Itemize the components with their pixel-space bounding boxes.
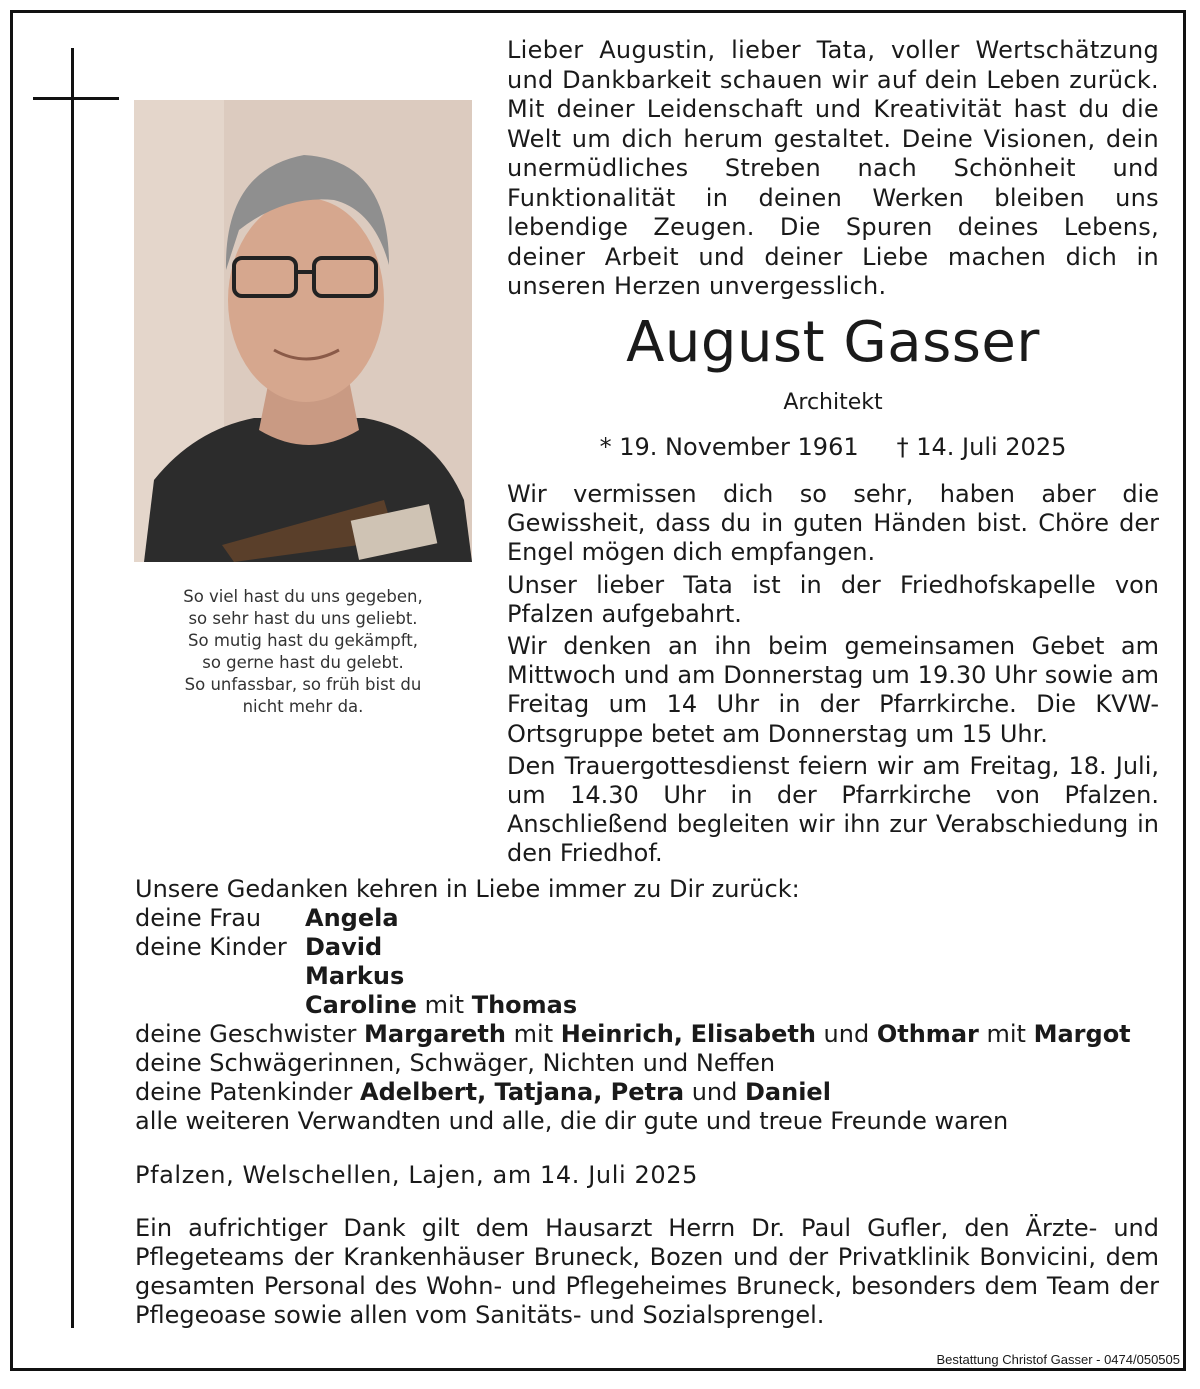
announcement-text: [507, 480, 1159, 869]
list-item: alle weiteren Verwandten und alle, die dir gute und treue Freunde waren: [135, 1107, 1009, 1135]
thanks-text: Ein aufrichtiger Dank gilt dem Hausarzt Herrn Dr. Paul Gufler, den Ärzte- und Pflegeteams der Krankenhäuser Bruneck, Bozen und der Privatklinik Bonvicini, dem gesamten Personal des Wohn- und Pflegeheimes Bruneck, besonders dem Team der Pflegeoase sowie allen vom Sanitäts- und Sozialsprengel.: [135, 1214, 1159, 1329]
survivors-heading: Unsere Gedanken kehren in Liebe immer zu Dir zurück:: [135, 875, 800, 903]
birth-date: * 19. November 1961: [599, 433, 859, 461]
list-item: deine Kinder David: [135, 933, 383, 961]
poem-line: so sehr hast du uns geliebt.: [188, 609, 418, 628]
list-item: deine Frau Angela: [135, 904, 399, 932]
paragraph: Wir vermissen dich so sehr, haben aber die Gewissheit, dass du in guten Händen bist. Chöre der Engel mögen dich empfangen.: [507, 480, 1159, 567]
deceased-name: August Gasser: [626, 310, 1040, 375]
paragraph: Wir denken an ihn beim gemeinsamen Gebet am Mittwoch und am Donnerstag um 19.30 Uhr sowie am Freitag um 14 Uhr in der Pfarrkirche. Die KVW-Ortsgruppe betet am Donnerstag um 15 Uhr.: [507, 632, 1159, 748]
list-item: deine Patenkinder Adelbert, Tatjana, Petra und Daniel: [135, 1078, 831, 1106]
life-dates: [507, 431, 1159, 463]
poem-line: So unfassbar, so früh bist du: [184, 675, 422, 694]
poem-line: so gerne hast du gelebt.: [202, 653, 404, 672]
poem-line: nicht mehr da.: [242, 697, 364, 716]
list-item: Markus: [305, 962, 405, 990]
death-date: † 14. Juli 2025: [896, 433, 1067, 461]
list-item: Caroline mit Thomas: [305, 991, 578, 1019]
list-item: deine Schwägerinnen, Schwäger, Nichten und Neffen: [135, 1049, 776, 1077]
profession: Architekt: [783, 390, 883, 415]
list-item: deine Geschwister Margareth mit Heinrich, Elisabeth und Othmar mit Margot: [135, 1020, 1131, 1048]
paragraph: Den Trauergottesdienst feiern wir am Freitag, 18. Juli, um 14.30 Uhr in der Pfarrkirche von Pfalzen. Anschließend begleiten wir ihn zur Verabschiedung in den Friedhof.: [507, 751, 1159, 868]
cross-icon-bar: [33, 97, 119, 100]
poem-line: So viel hast du uns gegeben,: [183, 587, 423, 606]
place-date: Pfalzen, Welschellen, Lajen, am 14. Juli 2025: [135, 1161, 698, 1189]
intro-text: Lieber Augustin, lieber Tata, voller Wertschätzung und Dankbarkeit schauen wir auf dein Leben zurück. Mit deiner Leidenschaft und Kreativität hast du die Welt um dich herum gestaltet. Deine Visionen, dein unermüdliches Streben nach Schönheit und Funktionalität in deinen Werken bleiben uns lebendige Zeugen. Die Spuren deines Lebens, deiner Arbeit und deiner Liebe machen dich in unseren Herzen unvergesslich.: [507, 36, 1159, 300]
poem-line: So mutig hast du gekämpft,: [188, 631, 418, 650]
funeral-home-footer: Bestattung Christof Gasser - 0474/050505: [936, 1352, 1180, 1367]
paragraph: Unser lieber Tata ist in der Friedhofskapelle von Pfalzen aufgebahrt.: [507, 570, 1159, 628]
cross-icon: [71, 48, 74, 1328]
portrait-photo: [134, 100, 472, 562]
survivors-list: [135, 875, 1165, 1136]
poem: [134, 586, 472, 718]
